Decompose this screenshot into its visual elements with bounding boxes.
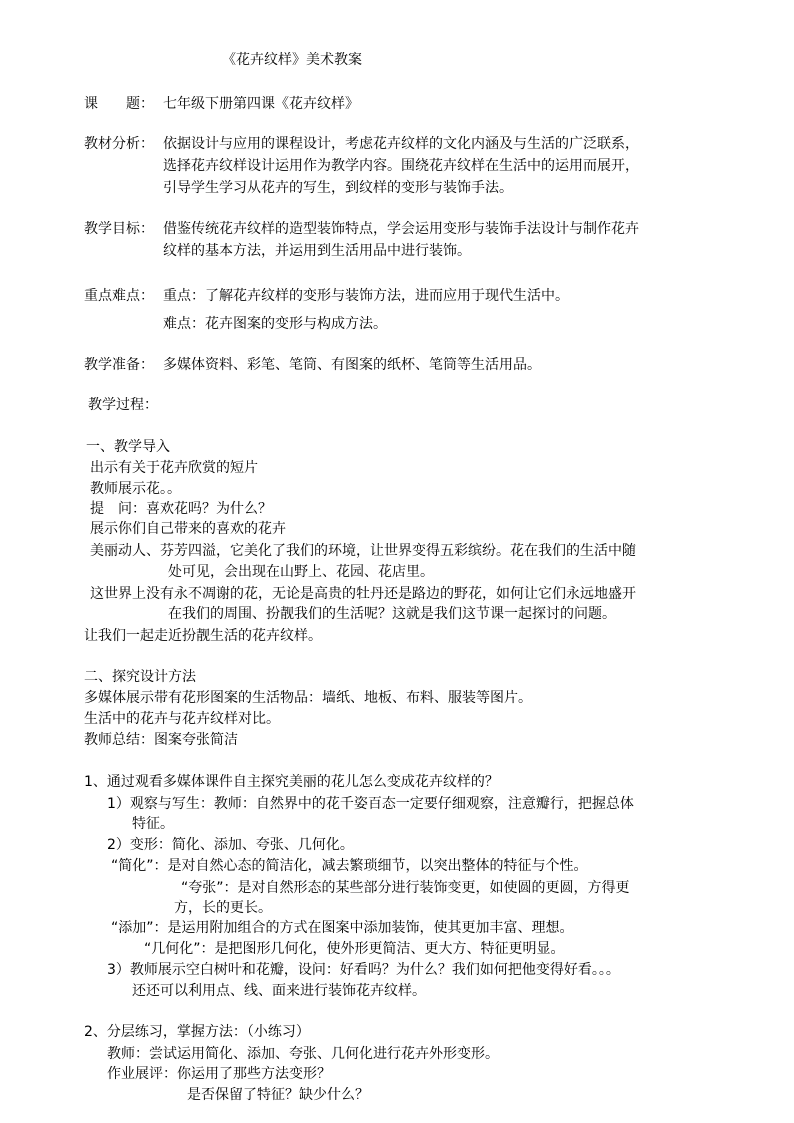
section-line: 是否保留了特征？缺少什么？ (187, 1087, 369, 1103)
goal-line: 纹样的基本方法，并运用到生活用品中进行装饰。 (163, 243, 471, 259)
section-line: 生活中的花卉与花卉纹样对比。 (84, 711, 280, 727)
section-line: 作业展评：你运用了那些方法变形？ (107, 1066, 331, 1082)
section-line: “添加”：是运用附加组合的方式在图案中添加装饰，使其更加丰富、理想。 (111, 920, 574, 936)
topic-label: 课 题： (84, 96, 154, 112)
section-line: 1、通过观看多媒体课件自主探究美丽的花儿怎么变成花卉纹样的？ (84, 774, 499, 790)
section-heading: 二、探究设计方法 (84, 669, 196, 685)
section-line: 出示有关于花卉欣赏的短片 (90, 460, 258, 476)
section-line: 教师总结：图案夸张简洁 (84, 732, 238, 748)
prep-text: 多媒体资料、彩笔、笔筒、有图案的纸杯、笔筒等生活用品。 (163, 357, 541, 373)
key-point: 重点：了解花卉纹样的变形与装饰方法，进而应用于现代生活中。 (163, 288, 569, 304)
section-line: 2）变形：简化、添加、夸张、几何化。 (107, 837, 354, 853)
key-label: 重点难点： (84, 288, 154, 304)
section-line: “夸张”：是对自然形态的某些部分进行装饰变更，如使圆的更圆，方得更 (181, 880, 630, 896)
goal-line: 借鉴传统花卉纹样的造型装饰特点，学会运用变形与装饰手法设计与制作花卉 (163, 221, 639, 237)
section-line: 这世界上没有永不凋谢的花，无论是高贵的牡丹还是路边的野花，如何让它们永远地盛开 (90, 586, 636, 602)
section-line: 处可见，会出现在山野上、花园、花店里。 (168, 564, 434, 580)
document-title: 《花卉纹样》美术教案 (222, 52, 362, 68)
section-line: 方，长的更长。 (174, 900, 272, 916)
section-line: 2、分层练习，掌握方法：（小练习） (84, 1024, 310, 1040)
section-line: 还还可以利用点、线、面来进行装饰花卉纹样。 (132, 983, 426, 999)
section-line: 让我们一起走近扮靓生活的花卉纹样。 (84, 628, 322, 644)
difficulty-point: 难点：花卉图案的变形与构成方法。 (163, 316, 387, 332)
analysis-line: 选择花卉纹样设计运用作为教学内容。围绕花卉纹样在生活中的运用而展开， (163, 158, 639, 174)
analysis-label: 教材分析： (84, 136, 154, 152)
section-line: 1）观察与写生：教师：自然界中的花千姿百态一定要仔细观察，注意瓣行，把握总体 (107, 796, 634, 812)
section-line: “简化”：是对自然心态的简洁化，减去繁琐细节，以突出整体的特征与个性。 (111, 858, 588, 874)
section-line: 在我们的周围、扮靓我们的生活呢？这就是我们这节课一起探讨的问题。 (168, 606, 616, 622)
analysis-line: 引导学生学习从花卉的写生，到纹样的变形与装饰手法。 (163, 180, 513, 196)
process-title: 教学过程： (88, 397, 158, 413)
section-line: 教师：尝试运用简化、添加、夸张、几何化进行花卉外形变形。 (107, 1046, 499, 1062)
goal-label: 教学目标： (84, 221, 154, 237)
section-line: 展示你们自己带来的喜欢的花卉 (90, 521, 286, 537)
section-line: 多媒体展示带有花形图案的生活物品：墙纸、地板、布料、服装等图片。 (84, 690, 532, 706)
section-line: 特征。 (132, 816, 174, 832)
section-line: 3）教师展示空白树叶和花瓣，设问：好看吗？为什么？我们如何把他变得好看。。。 (107, 962, 620, 978)
section-line: “几何化”：是把图形几何化，使外形更简洁、更大方、特征更明显。 (144, 941, 565, 957)
section-line: 提 问：喜欢花吗？为什么？ (90, 501, 272, 517)
section-heading: 一、教学导入 (86, 439, 170, 455)
prep-label: 教学准备： (84, 357, 154, 373)
section-line: 美丽动人、芬芳四溢，它美化了我们的环境，让世界变得五彩缤纷。花在我们的生活中随 (90, 543, 636, 559)
section-line: 教师展示花。。 (90, 481, 181, 497)
topic-text: 七年级下册第四课《花卉纹样》 (163, 96, 359, 112)
analysis-line: 依据设计与应用的课程设计，考虑花卉纹样的文化内涵及与生活的广泛联系， (163, 136, 639, 152)
